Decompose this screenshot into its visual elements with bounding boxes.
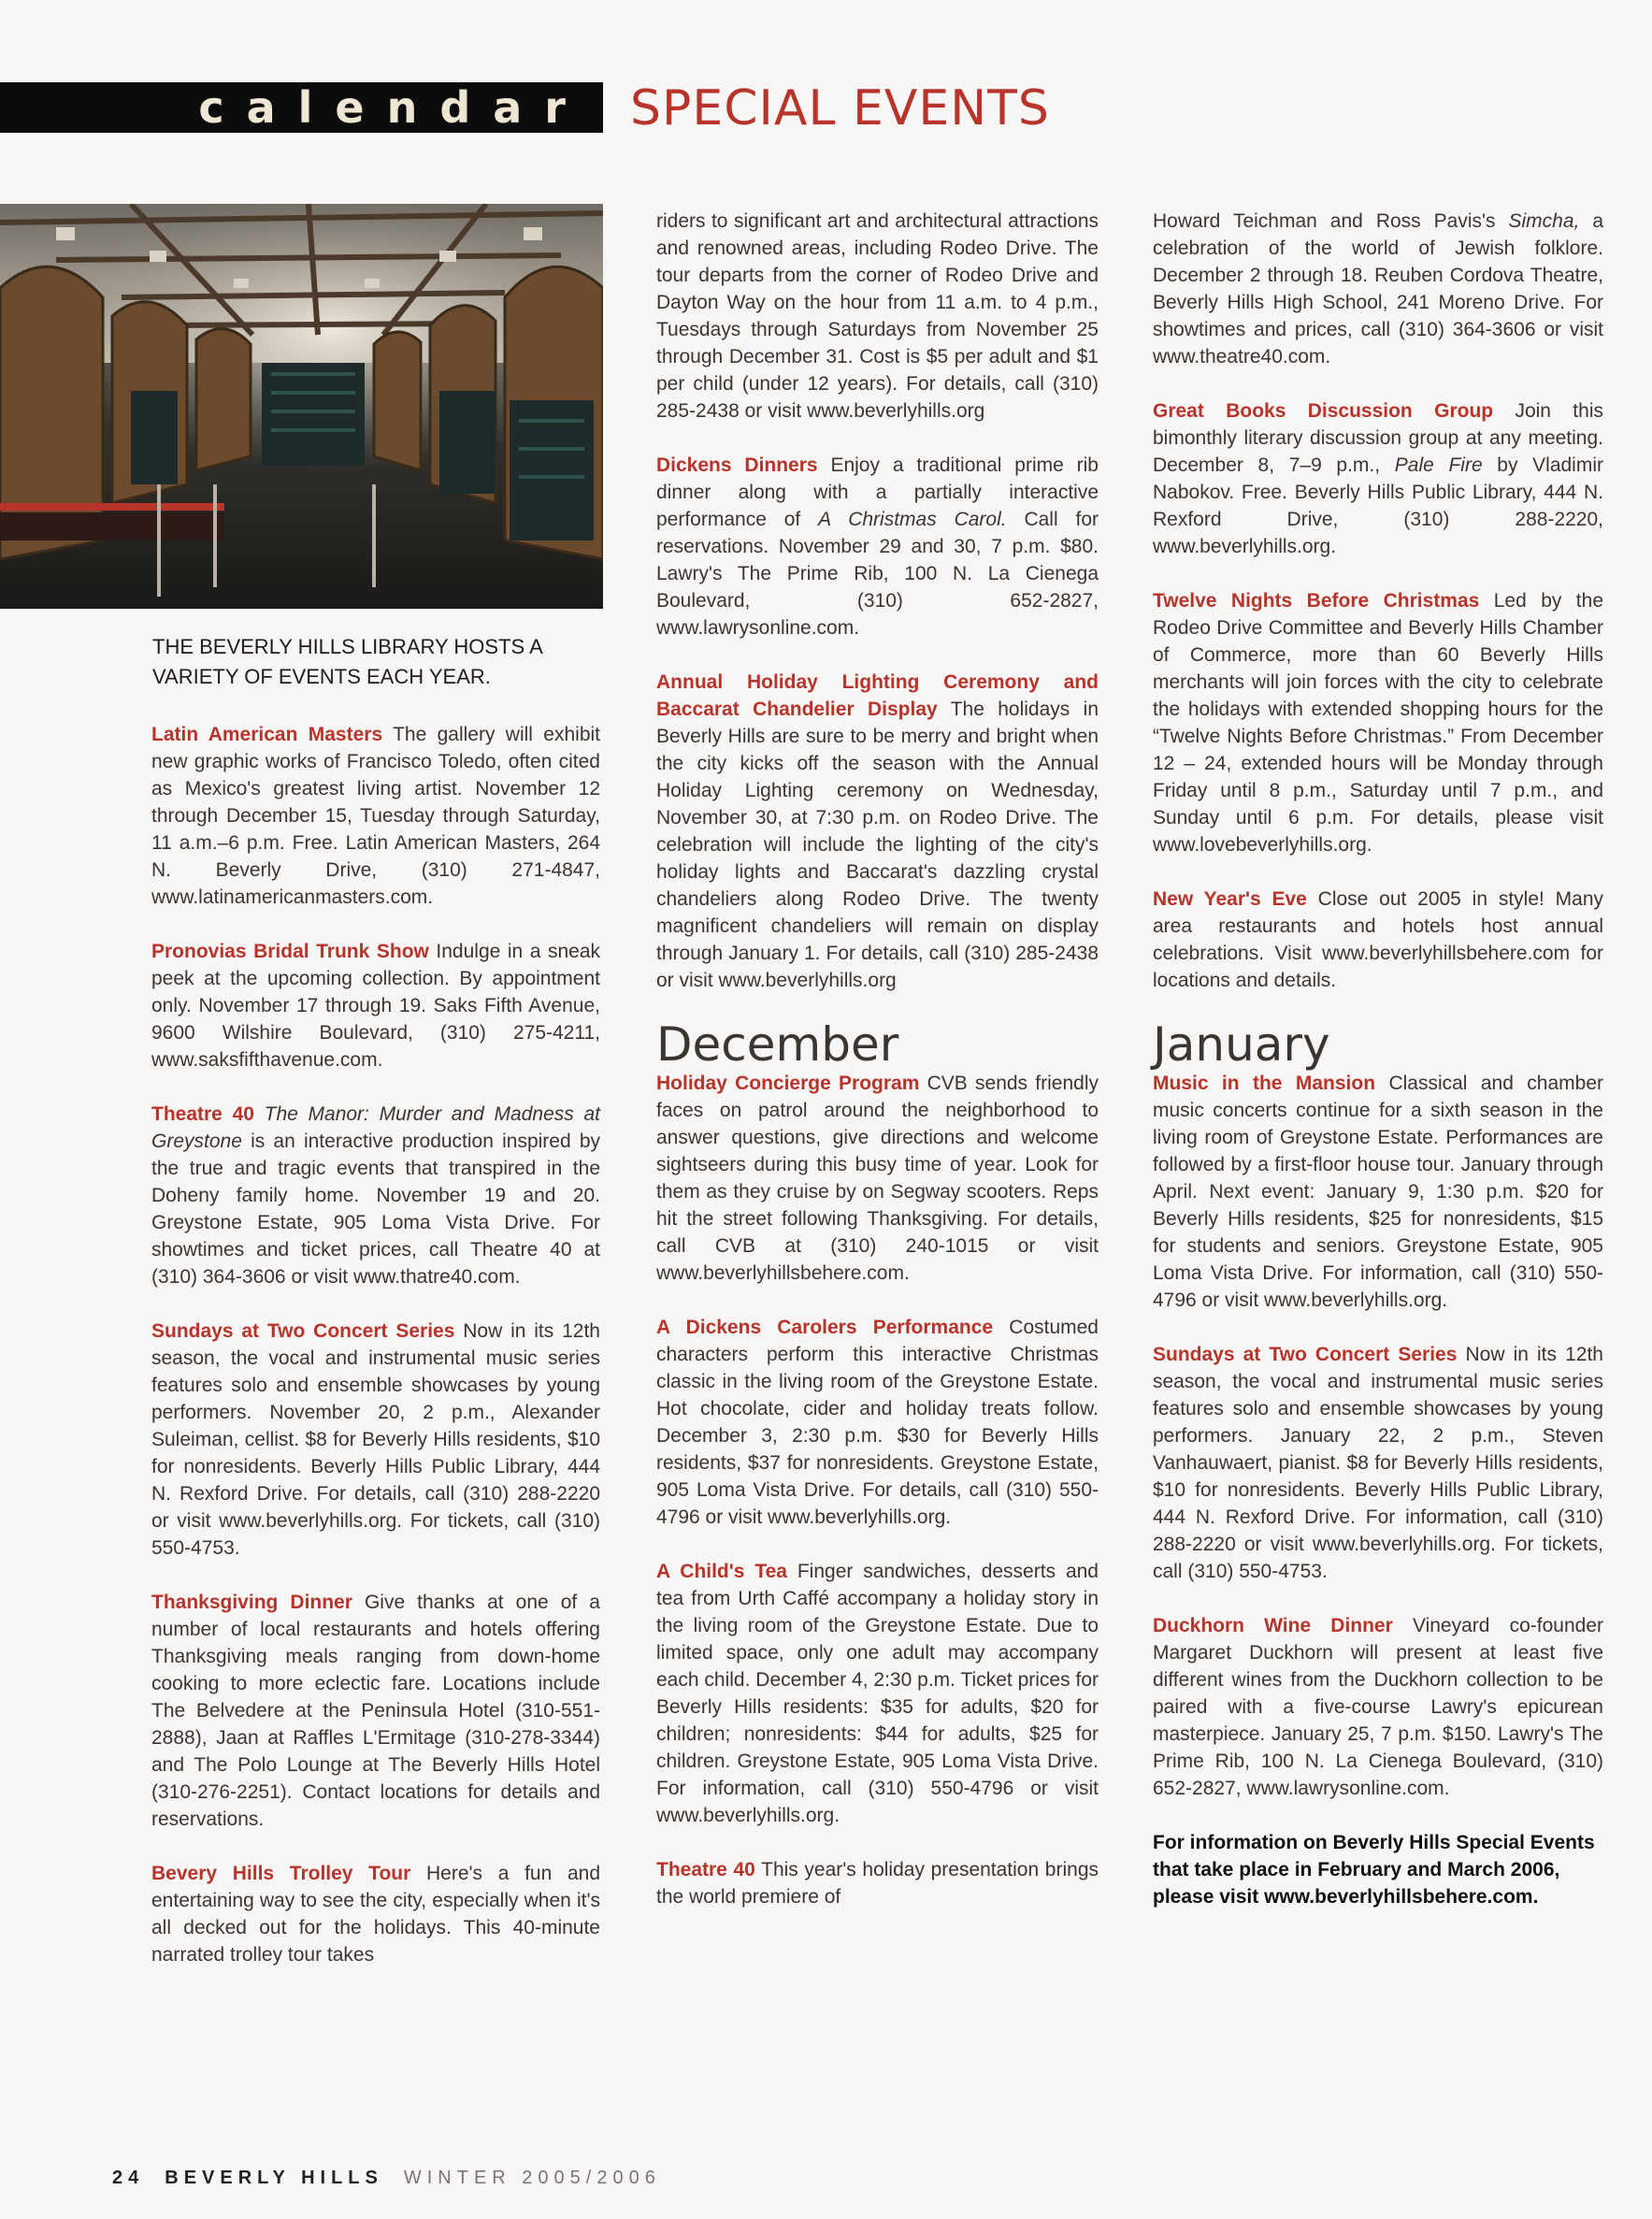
event-title: Music in the Mansion xyxy=(1153,1073,1376,1094)
event-title: Great Books Discussion Group xyxy=(1153,400,1494,422)
event-entry xyxy=(656,669,1099,994)
event-title: Sundays at Two Concert Series xyxy=(151,1320,455,1342)
event-entry xyxy=(656,1070,1099,1287)
photo-caption: THE BEVERLY HILLS LIBRARY HOSTS A VARIETY OF EVENTS EACH YEAR. xyxy=(152,635,542,688)
event-body: Classical and chamber music concerts continue for a sixth season in the living room of Greystone Estate. Performances are followed by a first-floor house tour. January through April. Next event: January 9, 1:30 p.m. $20 for Beverly Hills residents, $25 for nonresidents, $15 for students and seniors. Greystone Estate, 905 Loma Vista Drive. For information, call (310) 550-4796 or visit www.beverlyhills.org. xyxy=(1153,1073,1603,1311)
event-body: Enjoy a traditional prime rib dinner along with a partially interactive performance of xyxy=(656,454,1099,530)
event-title: Sundays at Two Concert Series xyxy=(1153,1344,1458,1365)
event-title: Holiday Concierge Program xyxy=(656,1073,920,1094)
event-body: Howard Teichman and Ross Pavis's xyxy=(1153,210,1509,232)
event-body: Now in its 12th season, the vocal and instrumental music series features solo and ensemble showcases by young performers. January 22, 2 p.m., Steven Vanhauwaert, pianist. $8 for Beverly Hills residents, $10 for nonresidents. Beverly Hills Public Library, 444 N. Rexford Drive. For information, call (310) 288-2220 or visit www.beverlyhills.org. For tickets, call (310) 550-4753. xyxy=(1153,1344,1603,1582)
event-title: Latin American Masters xyxy=(151,724,383,745)
event-entry xyxy=(151,1318,600,1562)
event-body: Call for reservations. November 29 and 30, 7 p.m. $80. Lawry's The Prime Rib, 100 N. La Cienega Boulevard, (310) 652-2827, www.lawrysonline.com. xyxy=(656,509,1099,639)
event-entry xyxy=(1153,1612,1603,1802)
event-body: CVB sends friendly faces on patrol around the neighborhood to answer questions, give directions and welcome sightseers during this busy time of year. Look for them as they cruise by on Segway scooters. Reps hit the street following Thanksgiving. For details, call CVB at (310) 240-1015 or visit www.beverlyhillsbehere.com. xyxy=(656,1073,1099,1284)
event-entry xyxy=(656,452,1099,641)
event-title: A Dickens Carolers Performance xyxy=(656,1317,994,1338)
event-body: Indulge in a sneak peek at the upcoming collection. By appointment only. November 17 through 19. Saks Fifth Avenue, 9600 Wilshire Boulevard, (310) 275-4211, www.saksfifthavenue.com. xyxy=(151,941,600,1071)
event-entry xyxy=(1153,886,1603,994)
event-body: Close out 2005 in style! Many area restaurants and hotels host annual celebrations. Visit www.beverlyhillsbehere.com for locations and details. xyxy=(1153,888,1603,991)
event-entry xyxy=(656,1856,1099,1910)
event-body-italic: Simcha, xyxy=(1508,210,1580,232)
column-2 xyxy=(656,208,1099,1938)
event-body: is an interactive production inspired by the true and tragic events that transpired in the Doheny family home. November 19 and 20. Greystone Estate, 905 Loma Vista Drive. For showtimes and ticket prices, call Theatre 40 at (310) 364-3606 or visit www.thatre40.com. xyxy=(151,1131,600,1288)
event-entry xyxy=(656,1558,1099,1829)
event-title: Dickens Dinners xyxy=(656,454,818,476)
page-folio xyxy=(112,2168,661,2189)
event-body-italic: Pale Fire xyxy=(1394,454,1483,476)
month-heading-december: December xyxy=(656,1017,899,1072)
event-title: Duckhorn Wine Dinner xyxy=(1153,1615,1393,1636)
more-info-note: For information on Beverly Hills Special Events that take place in February and March 2006, please visit www.beverlyhillsbehere.com. xyxy=(1153,1832,1595,1908)
event-entry xyxy=(1153,397,1603,560)
event-body: Finger sandwiches, desserts and tea from Urth Caffé accompany a holiday story in the living room of the Greystone Estate. Due to limited space, only one adult may accompany each child. December 4, 2:30 p.m. Ticket prices for Beverly Hills residents: $35 for adults, $20 for children; nonresidents: $44 for adults, $25 for children. Greystone Estate, 905 Loma Vista Drive. For information, call (310) 550-4796 or visit www.beverlyhills.org. xyxy=(656,1561,1099,1826)
event-body: Costumed characters perform this interactive Christmas classic in the living room of the Greystone Estate. Hot chocolate, cider and holiday treats follow. December 3, 2:30 p.m. $30 for Beverly Hills residents, $37 for nonresidents. Greystone Estate, 905 Loma Vista Drive. For details, call (310) 550-4796 or visit www.beverlyhills.org. xyxy=(656,1317,1099,1528)
event-body: The gallery will exhibit new graphic works of Francisco Toledo, often cited as Mexico's greatest living artist. November 12 through December 15, Tuesday through Saturday, 11 a.m.–6 p.m. Free. Latin American Masters, 264 N. Beverly Drive, (310) 271-4847, www.latinamericanmasters.com. xyxy=(151,724,601,908)
column-3 xyxy=(1153,208,1603,1930)
event-entry xyxy=(151,1101,600,1290)
issue-date: WINTER 2005/2006 xyxy=(403,2168,661,2188)
section-header-bar xyxy=(0,82,603,133)
event-entry-continued xyxy=(1153,208,1603,370)
event-title: Twelve Nights Before Christmas xyxy=(1153,590,1480,612)
month-heading-january: January xyxy=(1153,1017,1330,1072)
event-entry xyxy=(1153,1070,1603,1314)
column-1 xyxy=(151,721,600,1996)
event-title: Theatre 40 xyxy=(656,1859,755,1880)
event-body: Give thanks at one of a number of local restaurants and hotels offering Thanksgiving meals ranging from down-home cooking to more eclectic fare. Locations include The Belvedere at the Peninsula Hotel (310-551-2888), Jaan at Raffles L'Ermitage (310-278-3344) and The Polo Lounge at The Beverly Hills Hotel (310-276-2251). Contact locations for details and reservations. xyxy=(151,1592,600,1830)
event-entry xyxy=(1153,587,1603,858)
event-body-italic: A Christmas Carol. xyxy=(818,509,1007,530)
event-body: Led by the Rodeo Drive Committee and Beverly Hills Chamber of Commerce, more than 60 Beverly Hills merchants will join forces with the city to celebrate the holidays with extended shopping hours for the “Twelve Nights Before Christmas.” From December 12 – 24, extended hours will be Monday through Friday until 8 p.m., Saturday until 7 p.m., and Sunday until 6 p.m. For details, please visit www.lovebeverlyhills.org. xyxy=(1153,590,1603,856)
event-body-italic: The Manor: Murder and Madness at Greystone xyxy=(151,1103,600,1152)
event-body: riders to significant art and architectural attractions and renowned areas, including Rodeo Drive. The tour departs from the corner of Rodeo Drive and Dayton Way on the hour from 11 a.m. to 4 p.m., Tuesdays through Saturdays from November 25 through December 31. Cost is $5 per adult and $1 per child (under 12 years). For details, call (310) 285-2438 or visit www.beverlyhills.org xyxy=(656,210,1099,422)
event-body: Here's a fun and entertaining way to see the city, especially when it's all decked out for the holidays. This 40-minute narrated trolley tour takes xyxy=(151,1863,600,1966)
event-title: Theatre 40 xyxy=(151,1103,254,1125)
event-body: Join this bimonthly literary discussion group at any meeting. December 8, 7–9 p.m., xyxy=(1153,400,1603,476)
event-title: A Child's Tea xyxy=(656,1561,787,1582)
section-label: calendar xyxy=(198,82,588,133)
event-body: a celebration of the world of Jewish folklore. December 2 through 18. Reuben Cordova Theatre, Beverly Hills High School, 241 Moreno Drive. For showtimes and prices, call (310) 364-3606 or visit www.theatre40.com. xyxy=(1153,210,1603,367)
event-entry xyxy=(151,721,600,911)
event-body: by Vladimir Nabokov. Free. Beverly Hills Public Library, 444 N. Rexford Drive, (310) 288-2220, www.beverlyhills.org. xyxy=(1153,454,1604,557)
event-entry xyxy=(656,1314,1099,1531)
page-number: 24 xyxy=(112,2168,145,2188)
event-body: Vineyard co-founder Margaret Duckhorn will present at least five different wines from the Duckhorn collection to be paired with a five-course Lawry's epicurean masterpiece. January 25, 7 p.m. $150. Lawry's The Prime Rib, 100 N. La Cienega Boulevard, (310) 652-2827, www.lawrysonline.com. xyxy=(1153,1615,1603,1799)
event-entry xyxy=(151,1589,600,1833)
event-entry-continued xyxy=(656,208,1099,425)
library-photo xyxy=(0,204,603,609)
event-title: Annual Holiday Lighting Ceremony and Baccarat Chandelier Display xyxy=(656,671,1099,720)
event-entry xyxy=(1153,1341,1603,1585)
page-title: SPECIAL EVENTS xyxy=(630,80,1050,137)
event-title: New Year's Eve xyxy=(1153,888,1307,910)
event-body: The holidays in Beverly Hills are sure to be merry and bright when the city kicks off the season with the Annual Holiday Lighting ceremony on Wednesday, November 30, at 7:30 p.m. on Rodeo Drive. The celebration will include the lighting of the city's holiday lights and Baccarat's dazzling crystal chandeliers along Rodeo Drive. The twenty magnificent chandeliers will remain on display through January 1. For details, call (310) 285-2438 or visit www.beverlyhills.org xyxy=(656,699,1099,991)
event-body: This year's holiday presentation brings the world premiere of xyxy=(656,1859,1099,1908)
event-body: Now in its 12th season, the vocal and instrumental music series features solo and ensemble showcases by young performers. November 20, 2 p.m., Alexander Suleiman, cellist. $8 for Beverly Hills residents, $10 for nonresidents. Beverly Hills Public Library, 444 N. Rexford Drive. For details, call (310) 288-2220 or visit www.beverlyhills.org. For tickets, call (310) 550-4753. xyxy=(151,1320,600,1559)
event-title: Bevery Hills Trolley Tour xyxy=(151,1863,411,1884)
event-entry xyxy=(151,938,600,1073)
event-entry xyxy=(151,1860,600,1968)
event-title: Pronovias Bridal Trunk Show xyxy=(151,941,429,962)
magazine-name: BEVERLY HILLS xyxy=(165,2168,383,2188)
event-title: Thanksgiving Dinner xyxy=(151,1592,352,1613)
